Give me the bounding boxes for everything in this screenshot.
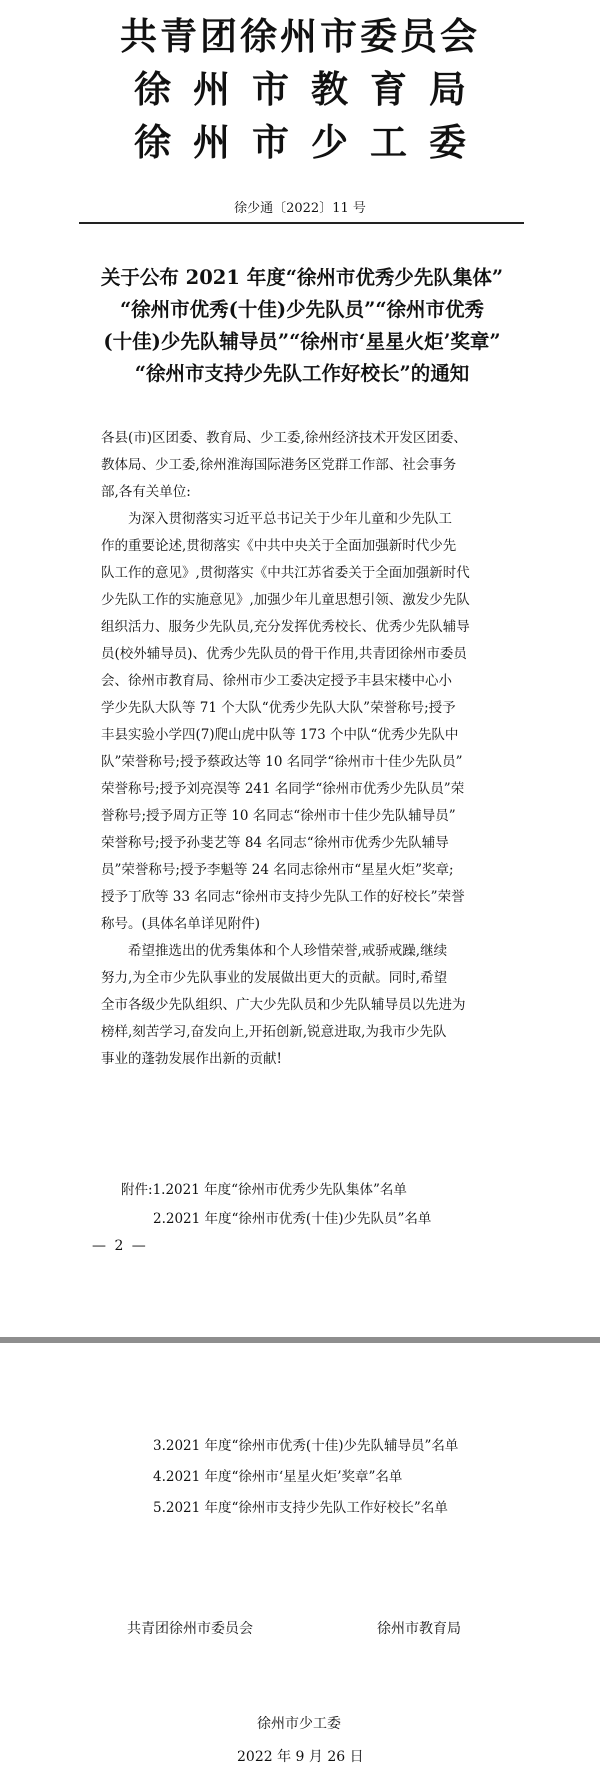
body-line: 队”荣誉称号;授予蔡政达等 10 名同学“徐州市十佳少先队员” [101,754,463,770]
attachment-2: 2.2021 年度“徐州市优秀(十佳)少先队员”名单 [153,1211,432,1227]
body-line: 部,各有关单位: [101,484,191,500]
attachment-1 [121,1178,407,1198]
document-number: 徐少通〔2022〕11 号 [234,201,366,216]
body-line: 誉称号;授予周方正等 10 名同志“徐州市十佳少先队辅导员” [101,808,456,824]
title-line: “徐州市优秀(十佳)少先队员”“徐州市优秀 [119,298,485,321]
body-line: 会、徐州市教育局、徐州市少工委决定授予丰县宋楼中心小 [101,673,452,689]
body-line: 队工作的意见》,贯彻落实《中共江苏省委关于全面加强新时代 [101,565,470,581]
attachment-5: 5.2021 年度“徐州市支持少先队工作好校长”名单 [153,1500,448,1516]
paragraph-1 [101,506,525,938]
addressee [101,425,525,506]
header-issuer-3: 徐州市少工委 [134,120,488,164]
header-issuer-1: 共青团徐州市委员会 [120,14,480,58]
title-line: “徐州市支持少先队工作好校长”的通知 [134,362,470,385]
header-issuer-2: 徐州市教育局 [134,67,488,111]
body-line: 努力,为全市少先队事业的发展做出更大的贡献。同时,希望 [101,970,448,986]
body-line: 丰县实验小学四(7)爬山虎中队等 173 个中队“优秀少先队中 [101,727,459,743]
body-line: 荣誉称号;授予刘亮淏等 241 名同学“徐州市优秀少先队员”荣 [101,781,465,797]
body-line: 组织活力、服务少先队员,充分发挥优秀校长、优秀少先队辅导 [101,619,470,635]
attachment-4: 4.2021 年度“徐州市‘星星火炬’奖章”名单 [153,1469,403,1485]
attachment-prefix: 附件: [121,1182,153,1198]
body-line: 学少先队大队等 71 个大队“优秀少先队大队”荣誉称号;授予 [101,700,456,716]
body-line: 作的重要论述,贯彻落实《中共中央关于全面加强新时代少先 [101,538,457,554]
attachment-3: 3.2021 年度“徐州市优秀(十佳)少先队辅导员”名单 [153,1438,459,1454]
body-line: 事业的蓬勃发展作出新的贡献! [101,1051,282,1067]
body-line: 全市各级少先队组织、广大少先队员和少先队辅导员以先进为 [101,997,466,1013]
body-line: 授予丁欣等 33 名同志“徐州市支持少先队工作的好校长”荣誉 [101,889,465,905]
attachment-item: 1.2021 年度“徐州市优秀少先队集体”名单 [152,1182,407,1198]
body-line: 员(校外辅导员)、优秀少先队员的骨干作用,共青团徐州市委员 [101,646,467,662]
signature-org-education-bureau: 徐州市教育局 [377,1621,461,1637]
title-line: (十佳)少先队辅导员”“徐州市‘星星火炬’奖章” [103,330,501,353]
signature-date: 2022 年 9 月 26 日 [237,1749,364,1765]
body-line: 荣誉称号;授予孙斐艺等 84 名同志“徐州市优秀少先队辅导 [101,835,449,851]
document-title [60,262,544,390]
body-line: 少先队工作的实施意见》,加强少年儿童思想引领、激发少先队 [101,592,470,608]
signature-org-youth-league: 共青团徐州市委员会 [127,1621,253,1637]
page-number: — 2 — [92,1238,148,1254]
body-line: 称号。(具体名单详见附件) [101,916,261,932]
header-rule [79,222,524,224]
paragraph-2 [101,938,525,1073]
body-line: 为深入贯彻落实习近平总书记关于少年儿童和少先队工 [128,511,452,527]
body-line: 教体局、少工委,徐州淮海国际港务区党群工作部、社会事务 [101,457,457,473]
body-line: 希望推选出的优秀集体和个人珍惜荣誉,戒骄戒躁,继续 [128,943,448,959]
document-body [101,425,525,1073]
body-line: 榜样,刻苦学习,奋发向上,开拓创新,锐意进取,为我市少先队 [101,1024,447,1040]
body-line: 各县(市)区团委、教育局、少工委,徐州经济技术开发区团委、 [101,430,467,446]
signature-org-young-pioneers: 徐州市少工委 [257,1716,341,1732]
title-line: 关于公布 2021 年度“徐州市优秀少先队集体” [100,266,504,289]
body-line: 员”荣誉称号;授予李魁等 24 名同志徐州市“星星火炬”奖章; [101,862,454,878]
